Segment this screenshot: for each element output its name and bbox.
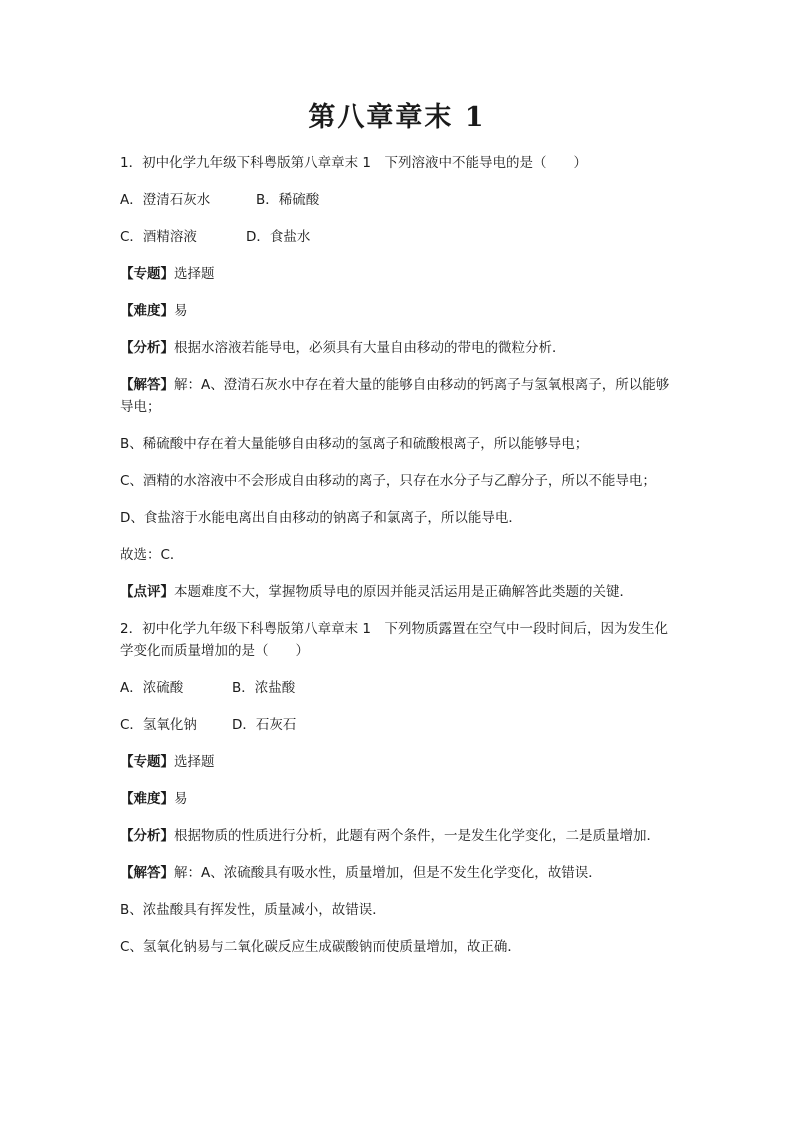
- page-title: 第八章章末 1: [308, 102, 486, 133]
- option-a: A．浓硫酸: [120, 680, 184, 696]
- answer-line: 解：A、澄清石灰水中存在着大量的能够自由移动的钙离子与氢氧根离子，所以能够导电；: [120, 377, 670, 415]
- question-2-difficulty: [120, 788, 680, 810]
- question-2-options-row-1: [120, 677, 680, 699]
- comment-tag: 【点评】: [120, 584, 174, 600]
- topic-tag: 【专题】: [120, 754, 174, 770]
- question-2-analysis: [120, 825, 680, 847]
- analysis-tag: 【分析】: [120, 828, 174, 844]
- comment-text: 本题难度不大，掌握物质导电的原因并能灵活运用是正确解答此类题的关键．: [174, 584, 633, 600]
- option-a: A．澄清石灰水: [120, 192, 211, 208]
- option-b: B．稀硫酸: [256, 192, 320, 208]
- option-d: D．石灰石: [232, 717, 297, 733]
- option-b: B．浓盐酸: [232, 680, 296, 696]
- analysis-text: 根据物质的性质进行分析，此题有两个条件，一是发生化学变化，二是质量增加．: [174, 828, 660, 844]
- difficulty-value: 易: [174, 303, 188, 319]
- option-d: D．食盐水: [246, 229, 311, 245]
- answer-line: B、稀硫酸中存在着大量能够自由移动的氢离子和硫酸根离子，所以能够导电；: [120, 436, 589, 452]
- question-1-options-row-2: [120, 226, 680, 248]
- analysis-tag: 【分析】: [120, 340, 174, 356]
- question-1-analysis: [120, 337, 680, 359]
- question-1-options-row-1: [120, 189, 680, 211]
- answer-line: D、食盐溶于水能电离出自由移动的钠离子和氯离子，所以能导电．: [120, 510, 522, 526]
- question-2-stem: 2．初中化学九年级下科粤版第八章章末 1 下列物质露置在空气中一段时间后，因为发生化学变化而质量增加的是（ ）: [120, 621, 668, 659]
- difficulty-tag: 【难度】: [120, 791, 174, 807]
- option-c: C．氢氧化钠: [120, 717, 197, 733]
- topic-value: 选择题: [174, 266, 215, 282]
- question-2-options-row-2: [120, 714, 680, 736]
- option-c: C．酒精溶液: [120, 229, 197, 245]
- answer-line: C、氢氧化钠易与二氧化碳反应生成碳酸钠而使质量增加，故正确．: [120, 939, 521, 955]
- answer-line: 解：A、浓硫酸具有吸水性，质量增加，但是不发生化学变化，故错误．: [174, 865, 602, 881]
- question-1-comment: [120, 581, 680, 603]
- answer-line: C、酒精的水溶液中不会形成自由移动的离子，只存在水分子与乙醇分子，所以不能导电；: [120, 473, 656, 489]
- question-1-difficulty: [120, 300, 680, 322]
- difficulty-value: 易: [174, 791, 188, 807]
- analysis-text: 根据水溶液若能导电，必须具有大量自由移动的带电的微粒分析．: [174, 340, 566, 356]
- topic-tag: 【专题】: [120, 266, 174, 282]
- answer-tag: 【解答】: [120, 865, 174, 881]
- question-1-stem: 1．初中化学九年级下科粤版第八章章末 1 下列溶液中不能导电的是（ ）: [120, 155, 587, 171]
- answer-tag: 【解答】: [120, 377, 174, 393]
- document-body: [120, 152, 680, 958]
- question-1-topic: [120, 263, 680, 285]
- question-1-choice: 故选：C．: [120, 547, 184, 563]
- question-1-answer: [120, 374, 680, 418]
- difficulty-tag: 【难度】: [120, 303, 174, 319]
- answer-line: B、浓盐酸具有挥发性，质量减小，故错误．: [120, 902, 386, 918]
- question-2-answer: [120, 862, 680, 884]
- question-2-topic: [120, 751, 680, 773]
- topic-value: 选择题: [174, 754, 215, 770]
